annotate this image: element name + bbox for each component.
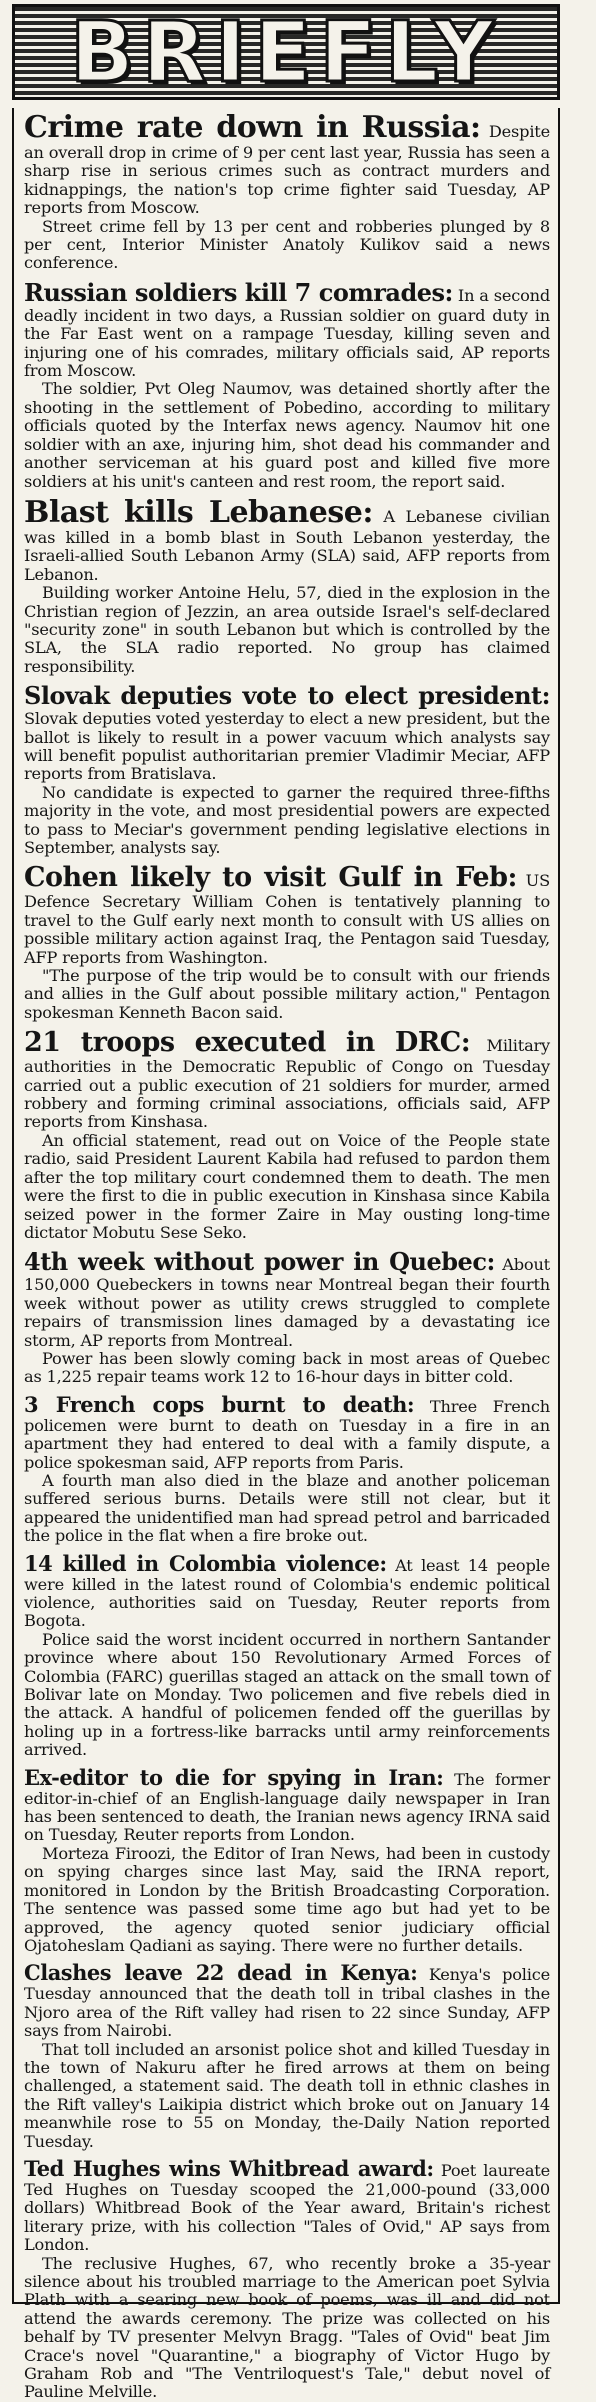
brief-lead-text: About 150,000 Quebeckers in towns near Montreal began their fourth week without power as utility crews struggled to complete repairs of transmission lines damaged by a devastating ice storm, AP reports from Montreal. (24, 1255, 550, 1350)
news-brief (24, 2157, 550, 2402)
brief-lead-paragraph (24, 682, 550, 784)
brief-lead-paragraph (24, 1028, 550, 1132)
brief-lead-text: Slovak deputies voted yesterday to elect a new president, but the ballot is likely to result in a power vacuum which analysts say will benefit populist authoritarian premier Vladimir Meciar, AFP reports from Bratislava. (24, 709, 550, 784)
brief-lead-text: Kenya's police Tuesday announced that the death toll in tribal clashes in the Njoro area of the Rift valley had risen to 22 since Sunday, AFP says from Nairobi. (24, 1965, 550, 2041)
brief-headline: Cohen likely to visit Gulf in Feb: (24, 862, 517, 894)
brief-body-paragraph: Building worker Antoine Helu, 57, died in the explosion in the Christian region of Jezzin, an area outside Israel's self-declared "security zone" in south Lebanon but which is controlled by the SLA, the SLA radio reported. No group has claimed responsibility. (24, 583, 550, 676)
news-brief (24, 1552, 550, 1760)
masthead-title: BRIEFLY (70, 3, 502, 101)
brief-headline: Ted Hughes wins Whitbread award: (24, 2155, 434, 2181)
brief-lead-text: Despite an overall drop in crime of 9 per cent last year, Russia has seen a sharp rise in serious crimes such as contract murders and kidnappings, the nation's top crime fighter said Tuesday, AP reports from Moscow. (24, 122, 550, 218)
brief-lead-text: Three French policemen were burnt to death on Tuesday in a fire in an apartment they had entered to deal with a family dispute, a police spokesman said, AFP reports from Paris. (24, 1396, 550, 1472)
brief-headline: Blast kills Lebanese: (24, 494, 373, 530)
news-brief (24, 863, 550, 1022)
brief-headline: 3 French cops burnt to death: (24, 1391, 415, 1417)
brief-headline: Crime rate down in Russia: (24, 110, 481, 145)
brief-lead-paragraph (24, 1552, 550, 1631)
brief-lead-text: The former editor-in-chief of an English-language daily newspaper in Iran has been sentenced to death, the Iranian news agency IRNA said on Tuesday, Reuter reports from London. (24, 1769, 550, 1845)
news-brief (24, 112, 550, 273)
brief-lead-text: Poet laureate Ted Hughes on Tuesday scooped the 21,000-pound (33,000 dollars) Whitbread Book of the Year award, Britain's richest literary prize, with his collection "Tales of Ovid," AP says from London. (24, 2160, 550, 2255)
news-brief (24, 682, 550, 857)
brief-lead-paragraph (24, 1961, 550, 2040)
brief-lead-text: In a second deadly incident in two days, a Russian soldier on guard duty in the Far East went on a rampage Tuesday, killing seven and injuring one of his comrades, military officials said, AP reports from Moscow. (24, 285, 550, 381)
news-brief (24, 1961, 550, 2151)
brief-lead-paragraph (24, 279, 550, 381)
news-brief (24, 1028, 550, 1242)
brief-body-paragraph: A fourth man also died in the blaze and another policeman suffered serious burns. Details were still not clear, but it appeared the unidentified man had spread petrol and barricaded the police in the flat when a fire broke out. (24, 1470, 550, 1546)
brief-body-paragraph: Morteza Firoozi, the Editor of Iran News, had been in custody on spying charges since last May, said the IRNA report, monitored in London by the British Broadcasting Corporation. The sentence was passed some time ago but had yet to be approved, the agency quoted senior judiciary official Ojatoheslam Qadiani as saying. There were no further details. (24, 1843, 550, 1955)
brief-body-paragraph: No candidate is expected to garner the required three-fifths majority in the vote, and most presidential powers are expected to pass to Meciar's government pending legislative elections in September, analysts say. (24, 782, 550, 857)
brief-headline: Clashes leave 22 dead in Kenya: (24, 1960, 418, 1986)
brief-headline: Slovak deputies vote to elect president: (24, 681, 550, 711)
brief-lead-text: At least 14 people were killed in the latest round of Colombia's endemic political violence, authorities said on Tuesday, Reuter reports from Bogota. (24, 1555, 550, 1631)
brief-body-paragraph: Police said the worst incident occurred in northern Santander province where about 150 Revolutionary Armed Forces of Colombia (FARC) guerillas staged an attack on the small town of Bolivar late on Monday. Two policemen and five rebels died in the attack. A handful of policemen fended off the guerillas by holing up in a fortress-like barracks until army reinforcements arrived. (24, 1629, 550, 1760)
brief-headline: 14 killed in Colombia violence: (24, 1550, 387, 1576)
brief-lead-paragraph (24, 863, 550, 967)
brief-body-paragraph: Power has been slowly coming back in most areas of Quebec as 1,225 repair teams work 12 to 16-hour days in bitter cold. (24, 1348, 550, 1387)
brief-headline: 4th week without power in Quebec: (24, 1247, 495, 1277)
brief-headline: Ex-editor to die for spying in Iran: (24, 1764, 444, 1790)
news-column (12, 108, 560, 2402)
brief-body-paragraph: An official statement, read out on Voice of the People state radio, said President Laurent Kabila had refused to pardon them after the top military court condemned them to death. The men were the first to die in public execution in Kinshasa since Kabila seized power in the former Zaire in May ousting long-time dictator Mobutu Sese Seko. (24, 1130, 550, 1242)
brief-lead-paragraph (24, 494, 550, 584)
brief-lead-paragraph (24, 112, 550, 218)
news-brief (24, 1248, 550, 1386)
brief-body-paragraph: That toll included an arsonist police shot and killed Tuesday in the town of Nakuru after he fired arrows at them on being challenged, a statement said. The death toll in ethnic clashes in the Rift valley's Laikipia district which broke out on January 14 meanwhile rose to 55 on Monday, the-Daily Nation reported Tuesday. (24, 2039, 550, 2151)
brief-body-paragraph: The reclusive Hughes, 67, who recently broke a 35-year silence about his troubled marriage to the American poet Sylvia Plath with a searing new book of poems, was ill and did not attend the awards ceremony. The prize was collected on his behalf by TV presenter Melvyn Bragg. "Tales of Ovid" beat Jim Crace's novel "Quarantine," a biography of Victor Hugo by Graham Rob and "The Ventriloquest's Tale," debut novel of Pauline Melville. (24, 2253, 550, 2402)
brief-headline: Russian soldiers kill 7 comrades: (24, 277, 453, 307)
news-brief (24, 1766, 550, 1956)
brief-body-paragraph: The soldier, Pvt Oleg Naumov, was detained shortly after the shooting in the settlement of Pobedino, according to military officials quoted by the Interfax news agency. Naumov hit one soldier with an axe, injuring him, shot dead his commander and another serviceman at his guard post and killed five more soldiers at his unit's canteen and rest room, the report said. (24, 379, 550, 491)
brief-body-paragraph: "The purpose of the trip would be to consult with our friends and allies in the Gulf about possible military action," Pentagon spokesman Kenneth Bacon said. (24, 966, 550, 1022)
brief-lead-paragraph (24, 1766, 550, 1845)
brief-lead-text: US Defence Secretary William Cohen is tentatively planning to travel to the Gulf early next month to consult with US allies on possible military action against Iraq, the Pentagon said Tuesday, AFP reports from Washington. (24, 871, 551, 967)
news-brief (24, 279, 550, 491)
brief-body-paragraph: Street crime fell by 13 per cent and robberies plunged by 8 per cent, Interior Minister Anatoly Kulikov said a news conference. (24, 216, 550, 273)
brief-lead-paragraph (24, 2157, 550, 2255)
brief-lead-paragraph (24, 1393, 550, 1472)
brief-headline: 21 troops executed in DRC: (24, 1027, 471, 1059)
adjacent-column-edge (566, 0, 596, 2308)
news-brief (24, 494, 550, 676)
brief-lead-paragraph (24, 1248, 550, 1350)
brief-lead-text: A Lebanese civilian was killed in a bomb blast in South Lebanon yesterday, the Israeli-allied South Lebanon Army (SLA) said, AFP reports from Lebanon. (24, 506, 550, 584)
brief-lead-text: Military authorities in the Democratic Republic of Congo on Tuesday carried out a public execution of 21 soldiers for murder, armed robbery and forming criminal associations, officials said, AFP reports from Kinshasa. (24, 1036, 550, 1132)
masthead (12, 4, 560, 100)
news-brief (24, 1393, 550, 1546)
